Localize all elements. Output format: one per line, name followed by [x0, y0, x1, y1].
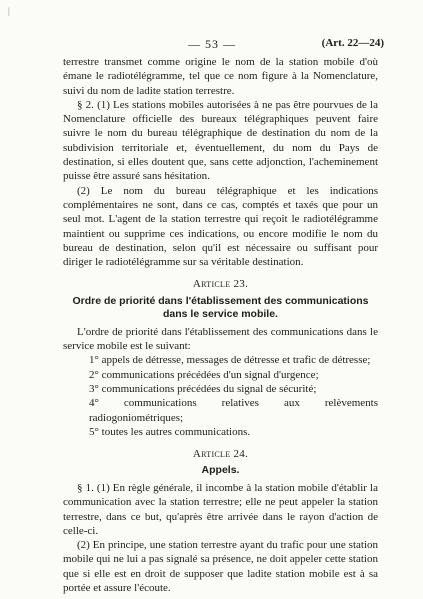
list-item: 1° appels de détresse, messages de détresse et trafic de détresse; — [89, 354, 371, 367]
page-header — [0, 37, 423, 51]
article-24-title: Article 24. — [192, 448, 249, 461]
paragraph-section-2-2: (2) Le nom du bureau télégraphique et les indications complémentaires ne sont, dans ce cas, comptés et taxés que pour un seul mot. L'agent de la station terrestre qui reçoit le radiotélégramme maintient ou supprime ces indications, ou encore modifie le nom du bureau de destination, selon qu'il est nécessaire ou suffisant pour diriger le radiotélégramme sur sa véritable destination. — [63, 184, 378, 269]
paragraph-continuation: terrestre transmet comme origine le nom de la station mobile d'où émane le radiotélégramme, tel que ce nom figure à la Nomenclature, suivi du nom de ladite station terrestre. — [63, 56, 378, 97]
priority-list — [63, 353, 378, 439]
article-24-paragraph-2: (2) En principe, une station terrestre ayant du trafic pour une station mobile qui ne lui a pas signalé sa présence, ne doit appeler cette station que si elle est en droit de supposer que ladite station mobile est à sa portée et assure l'écoute. — [63, 539, 378, 594]
list-item: 4° communications relatives aux relèvements radiogoniométriques; — [89, 397, 378, 424]
article-23-title: Article 23. — [192, 278, 249, 291]
page-number: — 53 — — [188, 37, 236, 51]
article-23-intro: L'ordre de priorité dans l'établissement des communications dans le service mobile est le suivant: — [63, 325, 378, 353]
article-24-heading: Appels. — [201, 464, 240, 477]
article-reference: (Art. 22—24) — [321, 37, 384, 49]
list-item: 2° communications précédées d'un signal d'urgence; — [89, 368, 319, 381]
article-23-heading: Ordre de priorité dans l'établissement des communications dans le service mobile. — [72, 294, 369, 321]
paragraph-section-2-1: § 2. (1) Les stations mobiles autorisées à ne pas être pourvues de la Nomenclature officielle des bureaux télégraphiques peuvent faire suivre le nom du bureau télégraphique de destination du nom de la subdivision territoriale et, éventuellement, du nom du Pays de destination, si elles doutent que, sans cette adjonction, l'acheminement puisse être assuré sans hésitation. — [63, 98, 378, 183]
list-item: 5° toutes les autres communications. — [89, 425, 251, 438]
list-item: 3° communications précédées du signal de sécurité; — [89, 382, 317, 395]
page-body — [63, 55, 378, 595]
edge-mark: | — [8, 6, 10, 16]
article-24-paragraph-1: § 1. (1) En règle générale, il incombe à la station mobile d'établir la communication avec la station terrestre; elle ne peut appeler la station terrestre, dans ce but, qu'après être arrivée dans le rayon d'action de celle-ci. — [63, 481, 378, 537]
